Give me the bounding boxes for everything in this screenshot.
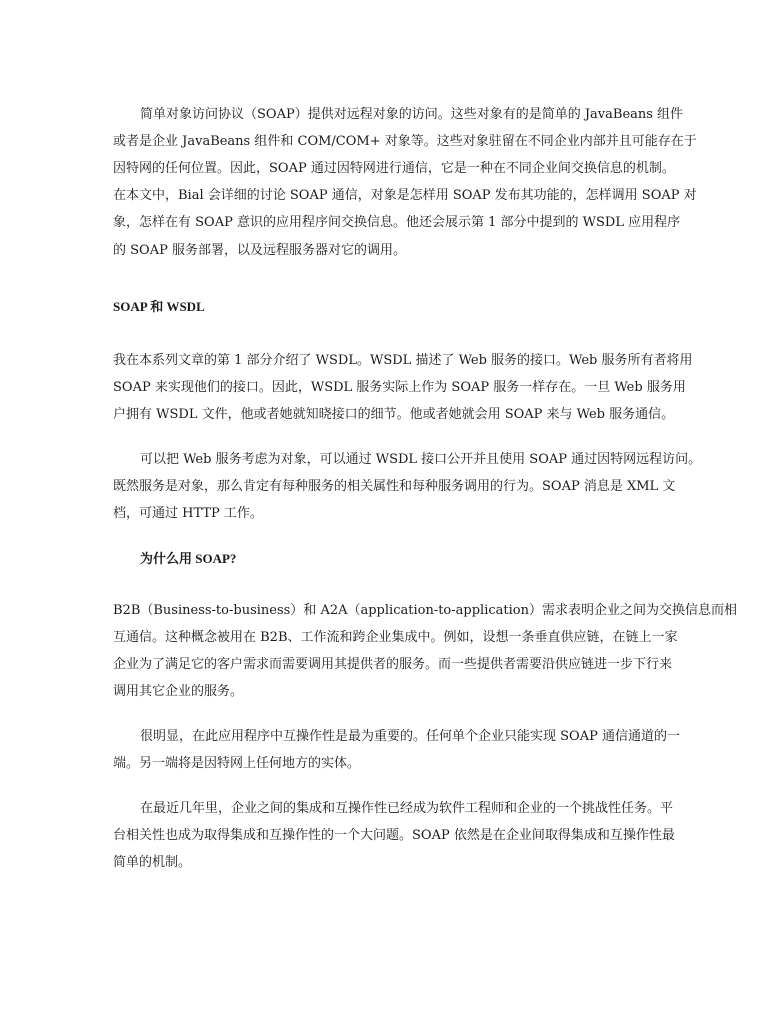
text-line: 既然服务是对象，那么肯定有每种服务的相关属性和每种服务调用的行为。SOAP 消息是 XML 文 xyxy=(113,479,676,494)
text-line: 在最近几年里，企业之间的集成和互操作性已经成为软件工程师和企业的一个挑战性任务。平 xyxy=(140,801,674,816)
text-line: 因特网的任何位置。因此，SOAP 通过因特网进行通信，它是一种在不同企业间交换信息的机制。 xyxy=(113,161,675,176)
section-heading-soap-wsdl: SOAP 和 WSDL xyxy=(113,299,205,314)
text-line: 象，怎样在有 SOAP 意识的应用程序间交换信息。他还会展示第 1 部分中提到的 WSDL 应用程序 xyxy=(113,215,681,230)
section-heading-why-soap: 为什么用 SOAP? xyxy=(140,551,237,566)
text-line: 简单的机制。 xyxy=(113,855,192,870)
text-line: 档，可通过 HTTP 工作。 xyxy=(113,506,263,521)
text-line: 可以把 Web 服务考虑为对象，可以通过 WSDL 接口公开并且使用 SOAP 通过因特网远程访问。 xyxy=(140,452,702,467)
text-line: 在本文中，Bial 会详细的讨论 SOAP 通信，对象是怎样用 SOAP 发布其功能的，怎样调用 SOAP 对 xyxy=(113,188,697,203)
text-line: SOAP 来实现他们的接口。因此，WSDL 服务实际上作为 SOAP 服务一样存在。一旦 Web 服务用 xyxy=(113,380,686,395)
text-line: 企业为了满足它的客户需求而需要调用其提供者的服务。而一些提供者需要沿供应链进一步下行来 xyxy=(113,657,673,672)
text-line: B2B（Business-to-business）和 A2A（application-to-application）需求表明企业之间为交换信息而相 xyxy=(113,603,737,618)
text-line: 台相关性也成为取得集成和互操作性的一个大问题。SOAP 依然是在企业间取得集成和互操作性最 xyxy=(113,828,675,843)
text-line: 调用其它企业的服务。 xyxy=(113,684,244,699)
text-line: 我在本系列文章的第 1 部分介绍了 WSDL。WSDL 描述了 Web 服务的接口。Web 服务所有者将用 xyxy=(113,353,693,368)
text-line: 端。另一端将是因特网上任何地方的实体。 xyxy=(113,756,361,771)
text-line: 或者是企业 JavaBeans 组件和 COM/COM+ 对象等。这些对象驻留在不同企业内部并且可能存在于 xyxy=(113,134,697,149)
text-line: 户拥有 WSDL 文件，他或者她就知晓接口的细节。他或者她就会用 SOAP 来与 Web 服务通信。 xyxy=(113,407,675,422)
text-line: 的 SOAP 服务部署，以及远程服务器对它的调用。 xyxy=(113,243,406,258)
text-line: 简单对象访问协议（SOAP）提供对远程对象的访问。这些对象有的是简单的 JavaBeans 组件 xyxy=(140,107,684,122)
text-line: 很明显，在此应用程序中互操作性是最为重要的。任何单个企业只能实现 SOAP 通信通道的一 xyxy=(140,729,680,744)
text-line: 互通信。这种概念被用在 B2B、工作流和跨企业集成中。例如，设想一条垂直供应链，在链上一家 xyxy=(113,630,678,645)
